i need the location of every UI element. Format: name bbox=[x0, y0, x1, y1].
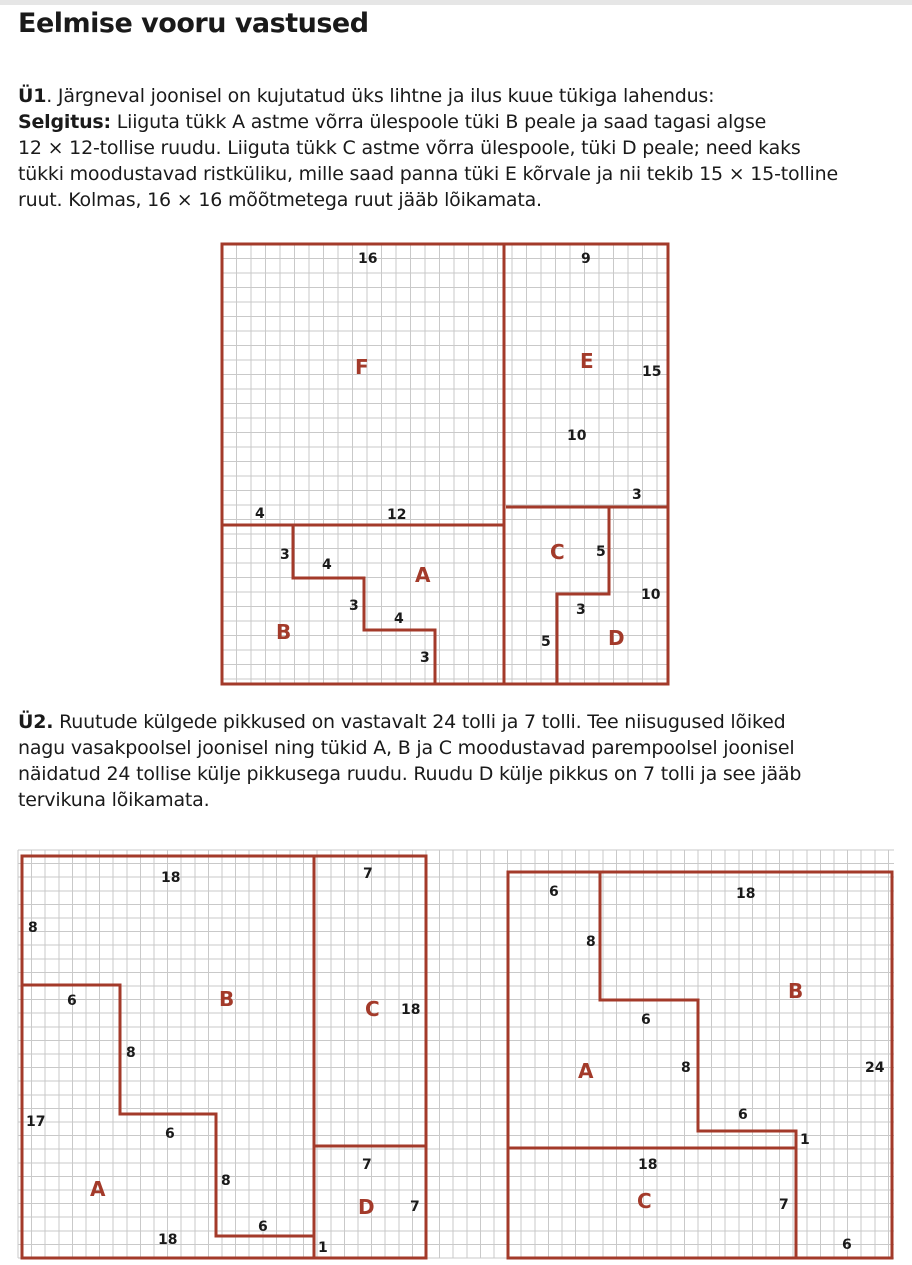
q1-label: Ü1 bbox=[18, 85, 47, 107]
fig2r-label-8-step2: 8 bbox=[681, 1060, 691, 1076]
fig2r-label-6-step1: 6 bbox=[641, 1012, 651, 1028]
q1-explanation-line3: tükki moodustavad ristküliku, mille saad panna tüki E kõrvale ja nii tekib 15 × 15-tolline bbox=[18, 163, 838, 185]
q1-explanation-line2: 12 × 12-tollise ruudu. Liiguta tükk C astme võrra ülespoole, tüki D peale; need kaks bbox=[18, 137, 801, 159]
fig1-label-3-top: 3 bbox=[632, 487, 642, 503]
fig2l-piece-D: D bbox=[358, 1195, 375, 1219]
fig2l-piece-B: B bbox=[219, 987, 235, 1011]
fig2l-label-1: 1 bbox=[318, 1240, 328, 1256]
figure-1-dissection bbox=[219, 241, 671, 689]
fig1-piece-D: D bbox=[608, 626, 625, 650]
q1-explanation-line1: Liiguta tükk A astme võrra ülespoole tüki B peale ja saad tagasi algse bbox=[110, 111, 767, 133]
fig1-label-4-step1: 4 bbox=[322, 557, 332, 573]
fig1-label-5-C: 5 bbox=[596, 544, 606, 560]
fig2r-label-18-mid: 18 bbox=[638, 1157, 658, 1173]
fig2r-label-6-top: 6 bbox=[549, 884, 559, 900]
q2-line4: tervikuna lõikamata. bbox=[18, 789, 210, 811]
q1-intro: . Järgneval joonisel on kujutatud üks lihtne ja ilus kuue tükiga lahendus: bbox=[46, 85, 715, 107]
fig1-label-9: 9 bbox=[581, 251, 591, 267]
q1-explanation-line4: ruut. Kolmas, 16 × 16 mõõtmetega ruut jääb lõikamata. bbox=[18, 189, 542, 211]
figure-1-grid bbox=[222, 244, 668, 684]
fig2l-label-18-bottom: 18 bbox=[158, 1232, 178, 1248]
figure-1-labels bbox=[255, 251, 661, 666]
fig1-piece-C: C bbox=[550, 540, 565, 564]
figure-2-dissection bbox=[16, 846, 896, 1261]
fig2l-label-7-mid: 7 bbox=[362, 1157, 372, 1173]
fig1-piece-E: E bbox=[580, 349, 594, 373]
fig2r-label-6-step2: 6 bbox=[738, 1107, 748, 1123]
fig1-label-3-bottom: 3 bbox=[420, 650, 430, 666]
fig2r-label-18-top: 18 bbox=[736, 886, 756, 902]
fig2r-label-8-step1: 8 bbox=[586, 934, 596, 950]
fig2l-label-7-top: 7 bbox=[363, 866, 373, 882]
fig1-label-4-top: 4 bbox=[255, 506, 265, 522]
figure-1-cuts bbox=[222, 244, 668, 684]
q2-label: Ü2. bbox=[18, 711, 54, 733]
fig1-label-10-top: 10 bbox=[567, 428, 587, 444]
fig2l-label-6-step1: 6 bbox=[67, 993, 77, 1009]
fig2l-label-6-step3: 6 bbox=[258, 1219, 268, 1235]
fig2r-label-6-bottom: 6 bbox=[842, 1237, 852, 1253]
fig1-label-5-D: 5 bbox=[541, 634, 551, 650]
q1-text bbox=[18, 83, 898, 213]
fig2r-piece-A: A bbox=[578, 1059, 594, 1083]
fig1-label-3-step1: 3 bbox=[280, 547, 290, 563]
fig1-label-10-right: 10 bbox=[641, 587, 661, 603]
fig2l-label-18-right: 18 bbox=[401, 1002, 421, 1018]
q2-text bbox=[18, 709, 898, 813]
fig2l-label-8-step2: 8 bbox=[221, 1173, 231, 1189]
q2-line2: nagu vasakpoolsel joonisel ning tükid A, B ja C moodustavad parempoolsel joonisel bbox=[18, 737, 795, 759]
fig1-label-15: 15 bbox=[642, 364, 662, 380]
fig2r-piece-B: B bbox=[788, 979, 804, 1003]
fig2r-piece-C: C bbox=[637, 1189, 652, 1213]
fig2r-label-7: 7 bbox=[779, 1197, 789, 1213]
fig1-label-3-step2: 3 bbox=[349, 598, 359, 614]
fig1-label-3-C: 3 bbox=[576, 602, 586, 618]
fig1-piece-F: F bbox=[355, 355, 369, 379]
q1-explanation-label: Selgitus: bbox=[18, 111, 111, 133]
fig1-piece-B: B bbox=[276, 620, 292, 644]
fig2l-label-17: 17 bbox=[26, 1114, 46, 1130]
q2-line3: näidatud 24 tollise külje pikkusega ruudu. Ruudu D külje pikkus on 7 tolli ja see jääb bbox=[18, 763, 802, 785]
figure-1-outer-border bbox=[222, 244, 668, 684]
fig2l-label-8-step1: 8 bbox=[126, 1045, 136, 1061]
page-title: Eelmise vooru vastused bbox=[18, 8, 369, 39]
fig2l-piece-C: C bbox=[365, 997, 380, 1021]
fig2l-label-7-right: 7 bbox=[410, 1199, 420, 1215]
fig2r-label-1: 1 bbox=[800, 1132, 810, 1148]
fig2l-label-18-top: 18 bbox=[161, 870, 181, 886]
figure-2-grid bbox=[18, 850, 894, 1258]
fig2l-label-8-left: 8 bbox=[28, 920, 38, 936]
fig2l-label-6-step2: 6 bbox=[165, 1126, 175, 1142]
top-strip bbox=[0, 0, 912, 5]
fig1-label-4-step2: 4 bbox=[394, 611, 404, 627]
figure-2-labels bbox=[26, 866, 885, 1256]
fig1-label-16: 16 bbox=[358, 251, 378, 267]
fig2l-piece-A: A bbox=[90, 1177, 106, 1201]
q2-line1: Ruutude külgede pikkused on vastavalt 24 tolli ja 7 tolli. Tee niisugused lõiked bbox=[53, 711, 786, 733]
fig2r-label-24: 24 bbox=[865, 1060, 885, 1076]
fig1-piece-A: A bbox=[415, 563, 431, 587]
fig1-label-12: 12 bbox=[387, 507, 407, 523]
